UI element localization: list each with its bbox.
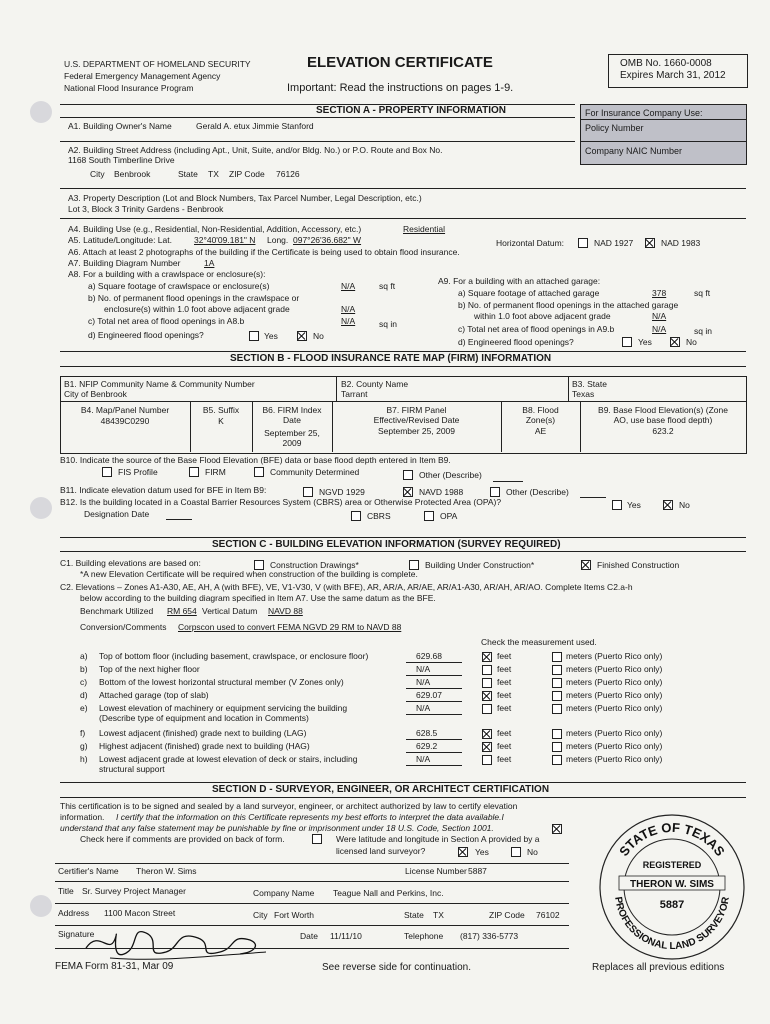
certification-line-1: This certification is to be signed and sealed by a land surveyor, engineer, or architect authorized by law to certify elevation (60, 801, 518, 811)
seal-registered: REGISTERED (642, 860, 702, 870)
company-name: Teague Nall and Perkins, Inc. (333, 888, 444, 898)
elevation-label: Bottom of the lowest horizontal structural member (V Zones only) (99, 677, 344, 687)
zip-label: ZIP Code (229, 169, 265, 179)
divider (55, 881, 569, 882)
form-number: FEMA Form 81-31, Mar 09 (55, 961, 174, 972)
cbrs-yes-label: Yes (627, 500, 641, 510)
designation-date-label: Designation Date (84, 509, 150, 519)
b1-label: B1. NFIP Community Name & Community Number (64, 379, 255, 389)
a6-label: A6. Attach at least 2 photographs of the building if the Certificate is being used to obtain flood insurance. (68, 247, 460, 257)
meters-checkbox[interactable] (552, 729, 562, 739)
feet-label: feet (497, 690, 512, 700)
elevation-letter: c) (80, 677, 88, 687)
b10-label: B10. Indicate the source of the Base Flood Elevation (BFE) data or base flood depth entered in Item B9. (60, 455, 451, 465)
finished-construction-label: Finished Construction (597, 560, 680, 570)
divider (580, 141, 746, 142)
divider (60, 218, 746, 219)
elevation-value-line (406, 739, 462, 740)
longitude: 097°26'36.682" W (293, 235, 362, 245)
state-value-d: TX (433, 910, 444, 920)
a8d-yes-label: Yes (264, 331, 278, 341)
a9c-label: c) Total net area of flood openings in A9.b (458, 324, 615, 334)
certification-line-3: understand that any false statement may be punishable by fine or imprisonment under 18 U.S. Code, Section 1001. (60, 823, 494, 833)
divider (60, 797, 746, 798)
instructions-note: Important: Read the instructions on pages 1-9. (287, 82, 514, 94)
zip-value-d: 76102 (536, 910, 560, 920)
opa-checkbox[interactable] (424, 511, 434, 521)
city-value: Benbrook (114, 169, 151, 179)
feet-label: feet (497, 651, 512, 661)
latitude: 32°40'09.181" N (194, 235, 256, 245)
elevation-letter: b) (80, 664, 88, 674)
fis-profile-checkbox[interactable] (102, 467, 112, 477)
omb-number: OMB No. 1660-0008 (620, 58, 712, 69)
telephone-value: (817) 336-5773 (460, 931, 519, 941)
nad1927-label: NAD 1927 (594, 238, 634, 248)
a9c-unit: sq in (694, 326, 712, 336)
feet-checkbox[interactable] (482, 691, 492, 701)
designation-date-line (166, 519, 192, 520)
a9b-value: N/A (652, 311, 667, 321)
license-number: 5887 (468, 866, 487, 876)
divider (60, 551, 746, 552)
county-name: Tarrant (341, 389, 368, 399)
meters-label: meters (Puerto Rico only) (566, 651, 663, 661)
a3-label: A3. Property Description (Lot and Block Numbers, Tax Parcel Number, Legal Description, etc.) (68, 193, 422, 203)
b9-label: B9. Base Flood Elevation(s) (Zone (598, 405, 728, 415)
c2-line-2: below according to the building diagram specified in Item A7. Use the same datum as the BFE. (80, 593, 436, 603)
elevation-label: Highest adjacent (finished) grade next to building (HAG) (99, 741, 310, 751)
a8d-yes-checkbox[interactable] (249, 331, 259, 341)
meters-checkbox[interactable] (552, 691, 562, 701)
city-label: City (90, 169, 105, 179)
check-measurement: Check the measurement used. (481, 637, 597, 647)
meters-label: meters (Puerto Rico only) (566, 754, 663, 764)
page-title: ELEVATION CERTIFICATE (307, 54, 493, 71)
feet-checkbox[interactable] (482, 704, 492, 714)
vertical-datum-value: NAVD 88 (268, 606, 303, 616)
divider (60, 782, 746, 783)
b6-label-2: Date (283, 415, 301, 425)
a8c-value: N/A (341, 316, 356, 326)
meters-checkbox[interactable] (552, 755, 562, 765)
feet-checkbox[interactable] (482, 729, 492, 739)
firm-index-date: September 25, (264, 428, 320, 438)
b11-label: B11. Indicate elevation datum used for BFE in Item B9: (60, 485, 267, 495)
address-label: Address (58, 908, 90, 918)
divider (60, 351, 746, 352)
city-value-d: Fort Worth (274, 910, 314, 920)
address-value: 1100 Macon Street (104, 908, 176, 918)
elevation-label-2: (Describe type of equipment and location in Comments) (99, 713, 309, 723)
punch-hole (30, 895, 52, 917)
community-name: City of Benbrook (64, 389, 127, 399)
elevation-letter: f) (80, 728, 86, 738)
c1-label: C1. Building elevations are based on: (60, 558, 201, 568)
ngvd-label: NGVD 1929 (319, 487, 365, 497)
b3-label: B3. State (572, 379, 607, 389)
elevation-value-line (406, 765, 462, 766)
a7-label: A7. Building Diagram Number (68, 258, 181, 268)
meters-checkbox[interactable] (552, 665, 562, 675)
feet-label: feet (497, 677, 512, 687)
certifier-name: Theron W. Sims (136, 866, 197, 876)
construction-drawings-label: Construction Drawings* (270, 560, 359, 570)
meters-label: meters (Puerto Rico only) (566, 703, 663, 713)
a9-label: A9. For a building with an attached garage: (438, 276, 601, 286)
latlong-yes-label: Yes (475, 847, 489, 857)
divider (60, 537, 746, 538)
feet-checkbox[interactable] (482, 742, 492, 752)
divider (55, 863, 569, 864)
meters-checkbox[interactable] (552, 704, 562, 714)
a9d-label: d) Engineered flood openings? (458, 337, 574, 347)
certification-check-checkbox[interactable] (552, 824, 562, 834)
replaces-note: Replaces all previous editions (592, 962, 725, 973)
zip-value: 76126 (276, 169, 300, 179)
agency-name: U.S. DEPARTMENT OF HOMELAND SECURITY (64, 59, 251, 69)
benchmark-label: Benchmark Utilized (80, 606, 154, 616)
a9a-label: a) Square footage of attached garage (458, 288, 600, 298)
nad1927-checkbox[interactable] (578, 238, 588, 248)
comments-line: Check here if comments are provided on back of form. (80, 834, 285, 844)
date-value: 11/11/10 (330, 931, 362, 941)
feet-label: feet (497, 754, 512, 764)
navd-checkbox[interactable] (403, 487, 413, 497)
firm-label: FIRM (205, 467, 226, 477)
divider (55, 903, 569, 904)
b7-label-2: Effective/Revised Date (373, 415, 460, 425)
under-construction-label: Building Under Construction* (425, 560, 535, 570)
a9d-yes-checkbox[interactable] (622, 337, 632, 347)
a8d-label: d) Engineered flood openings? (88, 330, 204, 340)
punch-hole (30, 101, 52, 123)
divider (568, 376, 569, 401)
naic-number-label: Company NAIC Number (585, 146, 683, 156)
vertical-datum-label: Vertical Datum (202, 606, 258, 616)
a8b-label-2: enclosure(s) within 1.0 foot above adjacent grade (104, 304, 290, 314)
divider (55, 948, 569, 949)
a9b-label: b) No. of permanent flood openings in the attached garage (458, 300, 679, 310)
telephone-label: Telephone (404, 931, 444, 941)
section-a-title: SECTION A - PROPERTY INFORMATION (316, 105, 507, 116)
zip-label-d: ZIP Code (489, 910, 525, 920)
firm-checkbox[interactable] (189, 467, 199, 477)
a8a-value: N/A (341, 281, 356, 291)
building-use: Residential (403, 224, 446, 234)
elevation-value: N/A (416, 664, 431, 674)
a2-label: A2. Building Street Address (including Apt., Unit, Suite, and/or Bldg. No.) or P.O. Route and Box No. (68, 145, 443, 155)
state-value: TX (208, 169, 219, 179)
street-address: 1168 South Timberline Drive (68, 155, 175, 165)
conversion-label: Conversion/Comments (80, 622, 167, 632)
feet-checkbox[interactable] (482, 678, 492, 688)
elevation-label: Attached garage (top of slab) (99, 690, 209, 700)
a9c-value: N/A (652, 324, 667, 334)
a4-label: A4. Building Use (e.g., Residential, Non-Residential, Addition, Accessory, etc.) (68, 224, 362, 234)
b8-label-2: Zone(s) (525, 415, 556, 425)
continuation-note: See reverse side for continuation. (322, 962, 471, 973)
state-label-d: State (404, 910, 424, 920)
other-datum-label: Other (Describe) (506, 487, 569, 497)
c1-note: *A new Elevation Certificate will be required when construction of the building is complete. (80, 569, 418, 579)
finished-construction-checkbox[interactable] (581, 560, 591, 570)
a8b-value: N/A (341, 304, 356, 314)
divider (60, 401, 746, 402)
feet-checkbox[interactable] (482, 665, 492, 675)
diagram-number: 1A (204, 258, 215, 268)
b2-label: B2. County Name (341, 379, 409, 389)
section-d-title: SECTION D - SURVEYOR, ENGINEER, OR ARCHITECT CERTIFICATION (212, 784, 550, 795)
comments-checkbox[interactable] (312, 834, 322, 844)
divider (60, 141, 575, 142)
latlong-yes-checkbox[interactable] (458, 847, 468, 857)
a8d-no-checkbox[interactable] (297, 331, 307, 341)
cbrs-yes-checkbox[interactable] (612, 500, 622, 510)
elevation-label: Lowest adjacent (finished) grade next to building (LAG) (99, 728, 307, 738)
benchmark-value: RM 654 (167, 606, 197, 616)
community-determined-checkbox[interactable] (254, 467, 264, 477)
a9b-label-2: within 1.0 foot above adjacent grade (474, 311, 611, 321)
elevation-label-2: structural support (99, 764, 165, 774)
elevation-value: 628.5 (416, 728, 438, 738)
b6-label: B6. FIRM Index (262, 405, 322, 415)
feet-checkbox[interactable] (482, 755, 492, 765)
b5-label: B5. Suffix (202, 405, 240, 415)
agency-subname: Federal Emergency Management Agency (64, 71, 221, 81)
cbrs-no-checkbox[interactable] (663, 500, 673, 510)
owner-name: Gerald A. etux Jimmie Stanford (196, 121, 314, 131)
meters-label: meters (Puerto Rico only) (566, 664, 663, 674)
elevation-label: Top of bottom floor (including basement, crawlspace, or enclosure floor) (99, 651, 369, 661)
elevation-value-line (406, 714, 462, 715)
flood-zone: AE (534, 426, 547, 436)
divider (580, 119, 746, 120)
company-label: Company Name (253, 888, 315, 898)
a8a-label: a) Square footage of crawlspace or enclosure(s) (88, 281, 270, 291)
state-name: Texas (572, 389, 595, 399)
elevation-letter: e) (80, 703, 88, 713)
elevation-value: 629.68 (416, 651, 442, 661)
suffix-value: K (218, 416, 224, 426)
seal-number: 5887 (659, 899, 685, 911)
firm-index-year: 2009 (282, 438, 302, 448)
meters-label: meters (Puerto Rico only) (566, 690, 663, 700)
ngvd-checkbox[interactable] (303, 487, 313, 497)
latlong-no-label: No (527, 847, 538, 857)
insurance-use-label: For Insurance Company Use: (585, 108, 703, 118)
b9-label-2: AO, use base flood depth) (613, 415, 713, 425)
a8b-label: b) No. of permanent flood openings in the crawlspace or (88, 293, 300, 303)
cbrs-checkbox[interactable] (351, 511, 361, 521)
property-description: Lot 3, Block 3 Trinity Gardens - Benbrook (68, 204, 224, 214)
divider (60, 117, 575, 118)
a8d-no-label: No (313, 331, 324, 341)
opa-label: OPA (440, 511, 458, 521)
a1-label: A1. Building Owner's Name (68, 121, 172, 131)
elevation-value: 629.07 (416, 690, 442, 700)
latlong-question: Were latitude and longitude in Section A provided by a (336, 834, 540, 844)
a8c-unit: sq in (379, 319, 397, 329)
meters-label: meters (Puerto Rico only) (566, 728, 663, 738)
certification-line-2b: I certify that the information on this Certificate represents my best efforts to interpret the data available.I (116, 812, 504, 822)
divider (60, 366, 746, 367)
elevation-value-line (406, 752, 462, 753)
a8-label: A8. For a building with a crawlspace or enclosure(s): (68, 269, 266, 279)
cbrs-no-label: No (679, 500, 690, 510)
c2-line-1: C2. Elevations – Zones A1-A30, AE, AH, A (with BFE), VE, V1-V30, V (with BFE), AR, AR/A, AR/AE, AR/A1-A30, AR/AH, AR/AO. Complete Items C2.a-h (60, 582, 633, 592)
elevation-label: Lowest adjacent grade at lowest elevation of deck or stairs, including (99, 754, 358, 764)
b4-label: B4. Map/Panel Number (80, 405, 170, 415)
a9d-yes-label: Yes (638, 337, 652, 347)
a5-label: A5. Latitude/Longitude: Lat. (68, 235, 172, 245)
elevation-value-line (406, 701, 462, 702)
seal-top-text: STATE OF TEXAS (616, 819, 728, 859)
feet-label: feet (497, 664, 512, 674)
other-datum-checkbox[interactable] (490, 487, 500, 497)
elevation-value: N/A (416, 703, 431, 713)
seal-bottom-text: PROFESSIONAL LAND SURVEYOR (612, 896, 732, 953)
seal-name: THERON W. SIMS (630, 879, 714, 890)
elevation-value: N/A (416, 677, 431, 687)
punch-hole (30, 497, 52, 519)
program-name: National Flood Insurance Program (64, 83, 194, 93)
a9a-value: 378 (652, 288, 667, 298)
navd-label: NAVD 1988 (419, 487, 464, 497)
firm-panel-date: September 25, 2009 (377, 426, 456, 436)
latlong-no-checkbox[interactable] (511, 847, 521, 857)
other-source-label: Other (Describe) (419, 470, 482, 480)
elevation-letter: a) (80, 651, 88, 661)
meters-checkbox[interactable] (552, 652, 562, 662)
elevation-label: Top of the next higher floor (99, 664, 200, 674)
nad1983-label: NAD 1983 (661, 238, 701, 248)
omb-expires: Expires March 31, 2012 (620, 70, 726, 81)
conversion-value: Corpscon used to convert FEMA NGVD 29 RM to NAVD 88 (178, 622, 402, 632)
map-panel-number: 48439C0290 (100, 416, 150, 426)
signature-scribble (80, 918, 270, 962)
horizontal-datum-label: Horizontal Datum: (496, 238, 565, 248)
feet-checkbox[interactable] (482, 652, 492, 662)
city-label-d: City (253, 910, 268, 920)
section-c-title: SECTION C - BUILDING ELEVATION INFORMATION (SURVEY REQUIRED) (212, 539, 561, 550)
fis-profile-label: FIS Profile (118, 467, 158, 477)
state-label: State (178, 169, 198, 179)
elevation-letter: d) (80, 690, 88, 700)
community-determined-label: Community Determined (270, 467, 360, 477)
elevation-value-line (406, 662, 462, 663)
b8-label: B8. Flood (522, 405, 559, 415)
divider (336, 376, 337, 401)
license-label: License Number (405, 866, 467, 876)
a9a-unit: sq ft (694, 288, 711, 298)
meters-label: meters (Puerto Rico only) (566, 741, 663, 751)
title-label: Title (58, 886, 74, 896)
elevation-value-line (406, 675, 462, 676)
policy-number-label: Policy Number (585, 123, 644, 133)
elevation-label: Lowest elevation of machinery or equipment servicing the building (99, 703, 348, 713)
nad1983-checkbox[interactable] (645, 238, 655, 248)
a8c-label: c) Total net area of flood openings in A8.b (88, 316, 245, 326)
b7-label: B7. FIRM Panel (386, 405, 447, 415)
feet-label: feet (497, 703, 512, 713)
divider (60, 188, 746, 189)
feet-label: feet (497, 741, 512, 751)
certifier-title: Sr. Survey Project Manager (82, 886, 186, 896)
section-b-title: SECTION B - FLOOD INSURANCE RATE MAP (FIRM) INFORMATION (230, 353, 552, 364)
surveyor-seal (597, 812, 747, 962)
meters-checkbox[interactable] (552, 678, 562, 688)
other-source-checkbox[interactable] (403, 470, 413, 480)
elevation-letter: g) (80, 741, 88, 751)
latlong-question-2: licensed land surveyor? (336, 846, 426, 856)
a8a-unit: sq ft (379, 281, 396, 291)
elevation-value-line (406, 688, 462, 689)
meters-checkbox[interactable] (552, 742, 562, 752)
b12-label: B12. Is the building located in a Coastal Barrier Resources System (CBRS) area or Otherwise Protected Area (OPA)? (60, 497, 502, 507)
certifier-name-label: Certifier's Name (58, 866, 119, 876)
certification-line-2a: information. (60, 812, 105, 822)
longitude-label: Long. (267, 235, 289, 245)
elevation-value: N/A (416, 754, 431, 764)
a9d-no-checkbox[interactable] (670, 337, 680, 347)
other-source-line (493, 481, 523, 482)
base-flood-elevation: 623.2 (652, 426, 674, 436)
elevation-letter: h) (80, 754, 88, 764)
elevation-value: 629.2 (416, 741, 438, 751)
feet-label: feet (497, 728, 512, 738)
cbrs-label: CBRS (367, 511, 391, 521)
date-label: Date (300, 931, 318, 941)
other-datum-line (580, 497, 606, 498)
signature-label: Signature (58, 929, 95, 939)
a9d-no-label: No (686, 337, 697, 347)
meters-label: meters (Puerto Rico only) (566, 677, 663, 687)
